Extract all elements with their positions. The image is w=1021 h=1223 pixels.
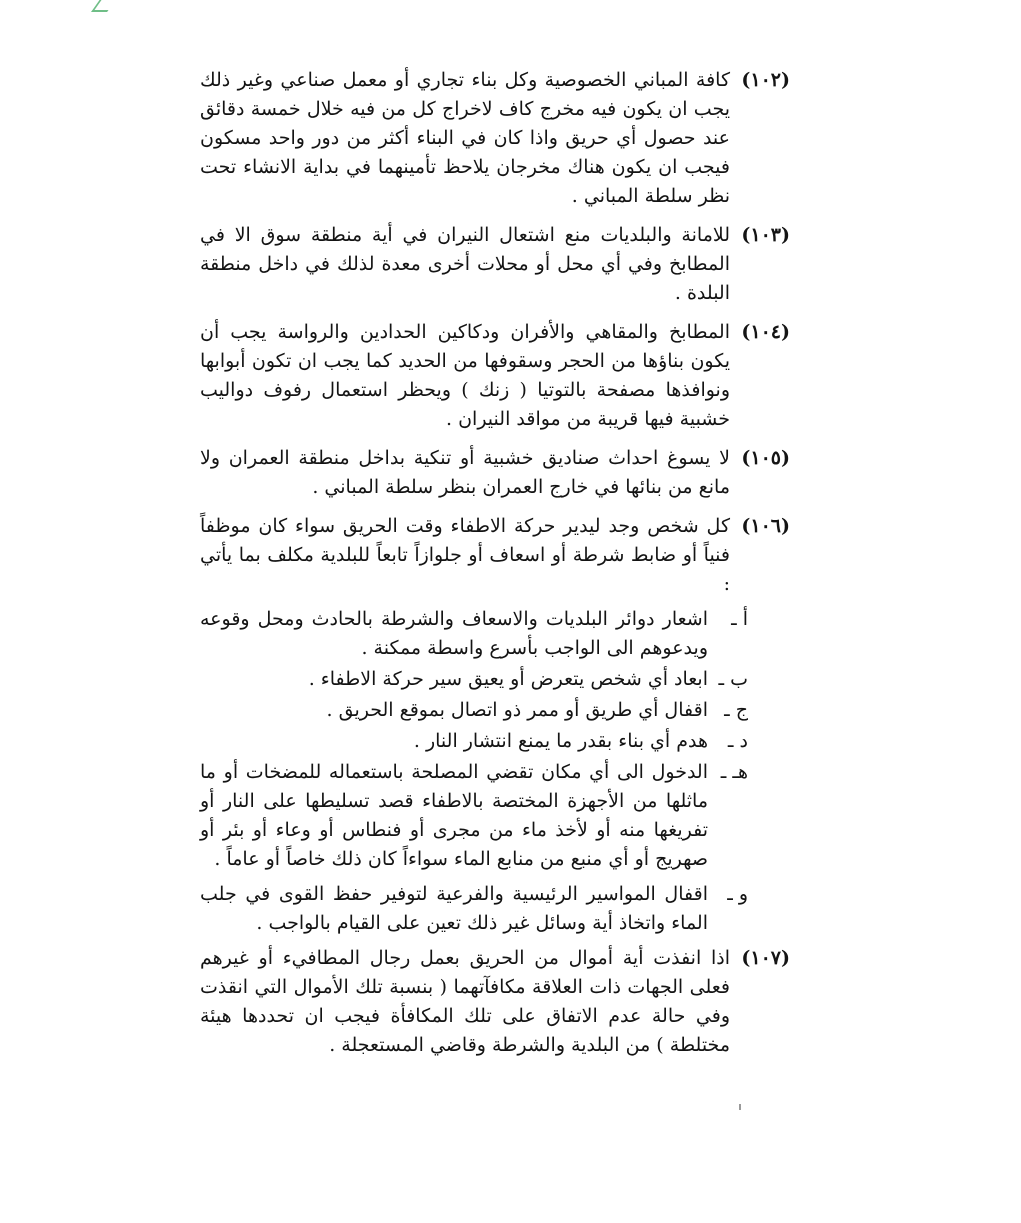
sub-item-text: ابعاد أي شخص يتعرض أو يعيق سير حركة الاطفاء . [308,668,708,690]
article-text: لا يسوغ احداث صناديق خشبية أو تنكية بداخل منطقة العمران ولا مانع من بنائها في خارج العمران بنظر سلطة المباني . [200,447,730,498]
sub-item-a [200,605,788,663]
corner-scan-mark [91,0,117,12]
sub-item-text: اشعار دوائر البلديات والاسعاف والشرطة بالحادث ومحل وقوعه ويدعوهم الى الواجب بأسرع واسطة ممكنة . [200,608,708,659]
sub-item-h [200,758,788,874]
scan-speck [739,1104,741,1110]
article-number: (١٠٤) [741,321,790,343]
sub-item-text: اقفال أي طريق أو ممر ذو اتصال بموقع الحريق . [326,699,708,721]
sub-item-letter: ج ـ [724,699,748,721]
article-text: اذا انفذت أية أموال من الحريق بعمل رجال المطافيء أو غيرهم فعلى الجهات ذات العلاقة مكافآتهما ( بنسبة تلك الأموال التي انقذت وفي حالة عدم الاتفاق على تلك المكافأة فيجب ان تحددها هيئة مختلطة ) من البلدية والشرطة وقاضي المستعجلة . [200,947,730,1056]
sub-item-letter: و ـ [727,883,748,905]
sub-item-d [200,727,788,756]
article-104 [200,318,788,434]
sub-item-text: هدم أي بناء بقدر ما يمنع انتشار النار . [413,730,708,752]
article-105 [200,444,788,502]
sub-item-letter: د ـ [727,730,748,752]
article-text: للامانة والبلديات منع اشتعال النيران في أية منطقة سوق الا في المطابخ وفي أي محل أو محلات أخرى معدة لذلك في داخل منطقة البلدة . [200,224,730,304]
sub-item-c [200,696,788,725]
article-text: كافة المباني الخصوصية وكل بناء تجاري أو معمل صناعي وغير ذلك يجب ان يكون فيه مخرج كاف لاخراج كل من فيه خلال خمسة دقائق عند حصول أي حريق واذا كان في البناء أكثر من دور واحد مسكون فيجب ان يكون هناك مخرجان يلاحظ تأمينهما في بداية الانشاء تحت نظر سلطة المباني . [200,69,730,207]
article-103 [200,221,788,308]
article-107 [200,944,788,1060]
sub-item-letter: ب ـ [718,668,748,690]
sub-item-w [200,880,788,938]
document-text [200,66,788,1062]
sub-item-letter: أ ـ [731,608,748,630]
article-number: (١٠٣) [741,224,790,246]
sub-item-text: الدخول الى أي مكان تقضي المصلحة باستعماله للمضخات أو ما ماثلها من الأجهزة المختصة بالاطفاء قصد تسليطها على النار أو تفريغها منه أو لأخذ ماء من مجرى أو فنطاس أو وعاء أو بئر أو صهريج أو أي منبع من منابع الماء سواءاً كان ذلك خاصاً أو عاماً . [200,761,708,870]
article-number: (١٠٧) [741,947,790,969]
article-106 [200,512,788,599]
article-number: (١٠٥) [741,447,790,469]
article-number: (١٠٦) [741,515,790,537]
article-number: (١٠٢) [741,69,790,91]
article-102 [200,66,788,211]
sub-item-text: اقفال المواسير الرئيسية والفرعية لتوفير حفظ القوى في جلب الماء واتخاذ أية وسائل غير ذلك تعين على القيام بالواجب . [200,883,708,934]
article-text: كل شخص وجد ليدير حركة الاطفاء وقت الحريق سواء كان موظفاً فنياً أو ضابط شرطة أو اسعاف أو جلوازاً تابعاً للبلدية مكلف بما يأتي : [200,515,730,595]
article-text: المطابخ والمقاهي والأفران ودكاكين الحدادين والرواسة يجب أن يكون بناؤها من الحجر وسقوفها من الحديد كما يجب ان تكون أبوابها ونوافذها مصفحة بالتوتيا ( زنك ) ويحظر استعمال رفوف دواليب خشبية فيها قريبة من مواقد النيران . [200,321,730,430]
sub-item-b [200,665,788,694]
sub-item-letter: هـ ـ [720,761,748,783]
